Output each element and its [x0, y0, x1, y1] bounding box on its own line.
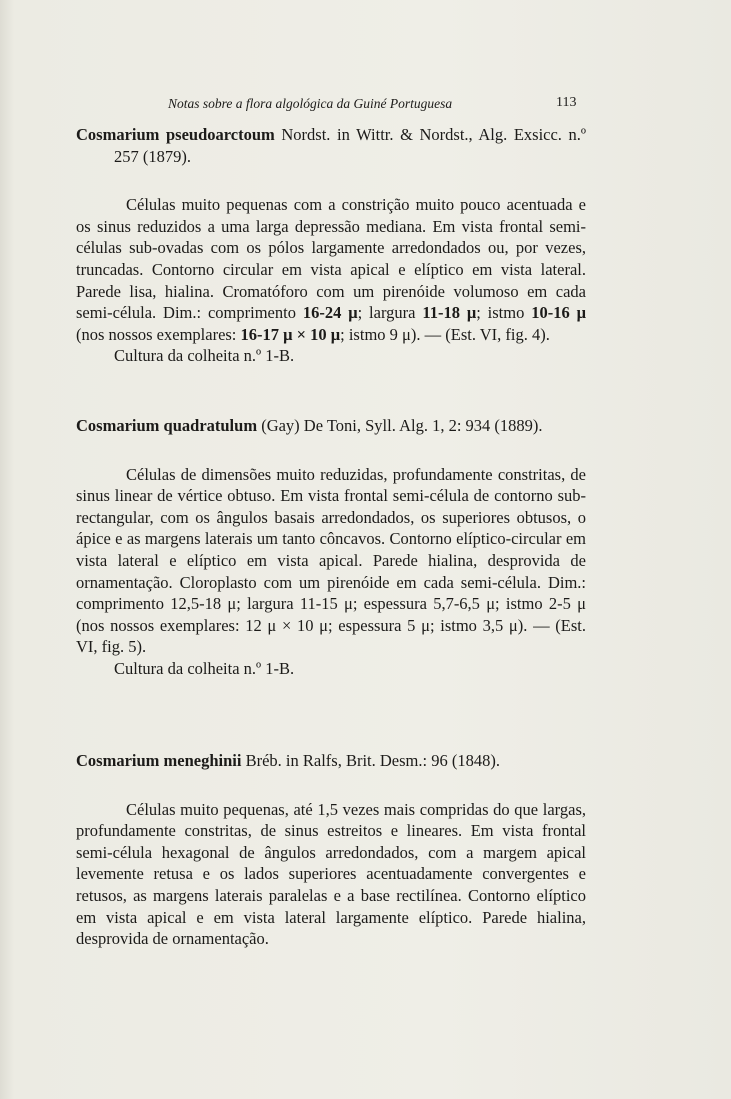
entry-heading [76, 750, 586, 772]
entry-cosmarium-pseudoarctoum [76, 124, 586, 367]
taxon-name: Cosmarium pseudoarctoum [76, 125, 275, 144]
species-description [76, 194, 586, 345]
entry-cosmarium-quadratulum [76, 415, 586, 680]
description-text: ; largura [357, 303, 423, 323]
species-description: Células muito pequenas, até 1,5 vezes mais compridas do que largas, profundamente constritas, de sinus estreitos e lineares. Em vista frontal semi-célula hexagonal de ângulos arredondados, com a margem apical levemente retusa e os lados superiores acentuadamente convergentes e retusos, as margens laterais paralelas e a base rectilínea. Contorno elíptico em vista apical e em vista lateral largamente elíptico. Parede hialina, desprovida de ornamentação. [76, 799, 586, 949]
taxon-name: Cosmarium quadratulum [76, 416, 258, 435]
taxon-citation: (Gay) De Toni, Syll. Alg. 1, 2: 934 (1889). [257, 416, 543, 435]
culture-note: Cultura da colheita n.º 1-B. [114, 346, 295, 366]
specimen-dimensions: 16-17 μ × 10 μ [240, 324, 341, 344]
width-range: 11-18 μ [422, 303, 477, 323]
entry-cosmarium-meneghinii [76, 750, 586, 950]
description-text: (nos nossos exemplares: [76, 324, 241, 344]
species-description: Células de dimensões muito reduzidas, profundamente constritas, de sinus linear de vértice obtuso. Em vista frontal semi-célula de contorno sub-rectangular, com os ângulos basais arredondados, os superiores obtusos, o ápice e as margens laterais um tanto côncavos. Contorno elíptico-circular em vista lateral e elíptico em vista apical. Parede hialina, desprovida de ornamentação. Cloroplasto com um pirenóide em cada semi-célula. Dim.: comprimento 12,5-18 μ; largura 11-15 μ; espessura 5,7-6,5 μ; istmo 2-5 μ (nos nossos exemplares: 12 μ × 10 μ; espessura 5 μ; istmo 3,5 μ). — (Est. VI, fig. 5). [76, 464, 586, 657]
isthmus-range: 10-16 μ [531, 303, 586, 323]
taxon-citation: Bréb. in Ralfs, Brit. Desm.: 96 (1848). [241, 751, 500, 770]
running-head: Notas sobre a flora algológica da Guiné Portuguesa [168, 96, 453, 111]
culture-note: Cultura da colheita n.º 1-B. [114, 658, 295, 678]
taxon-name: Cosmarium meneghinii [76, 751, 242, 770]
entry-heading [76, 415, 586, 437]
length-range: 16-24 μ [302, 303, 358, 323]
page-number: 113 [556, 95, 577, 110]
taxon-citation: Nordst. in Wittr. & Nordst., Alg. Exsicc. n.º 257 (1879). [114, 125, 587, 166]
description-text: Células muito pequenas com a constrição muito pouco acentuada e os sinus reduzidos a uma larga depressão mediana. Em vista frontal semi-células sub-ovadas com os pólos largamente arredondados ou, por vezes, truncadas. Contorno circular em vista apical e elíptico em vista lateral. Parede lisa, hialina. Cromatóforo com um pirenóide volumoso em cada semi-célula. Dim.: comprimento [76, 195, 586, 323]
description-text: ; istmo [476, 303, 532, 323]
description-text: ; istmo 9 μ). — (Est. VI, fig. 4). [340, 324, 550, 344]
entry-heading [76, 124, 586, 167]
